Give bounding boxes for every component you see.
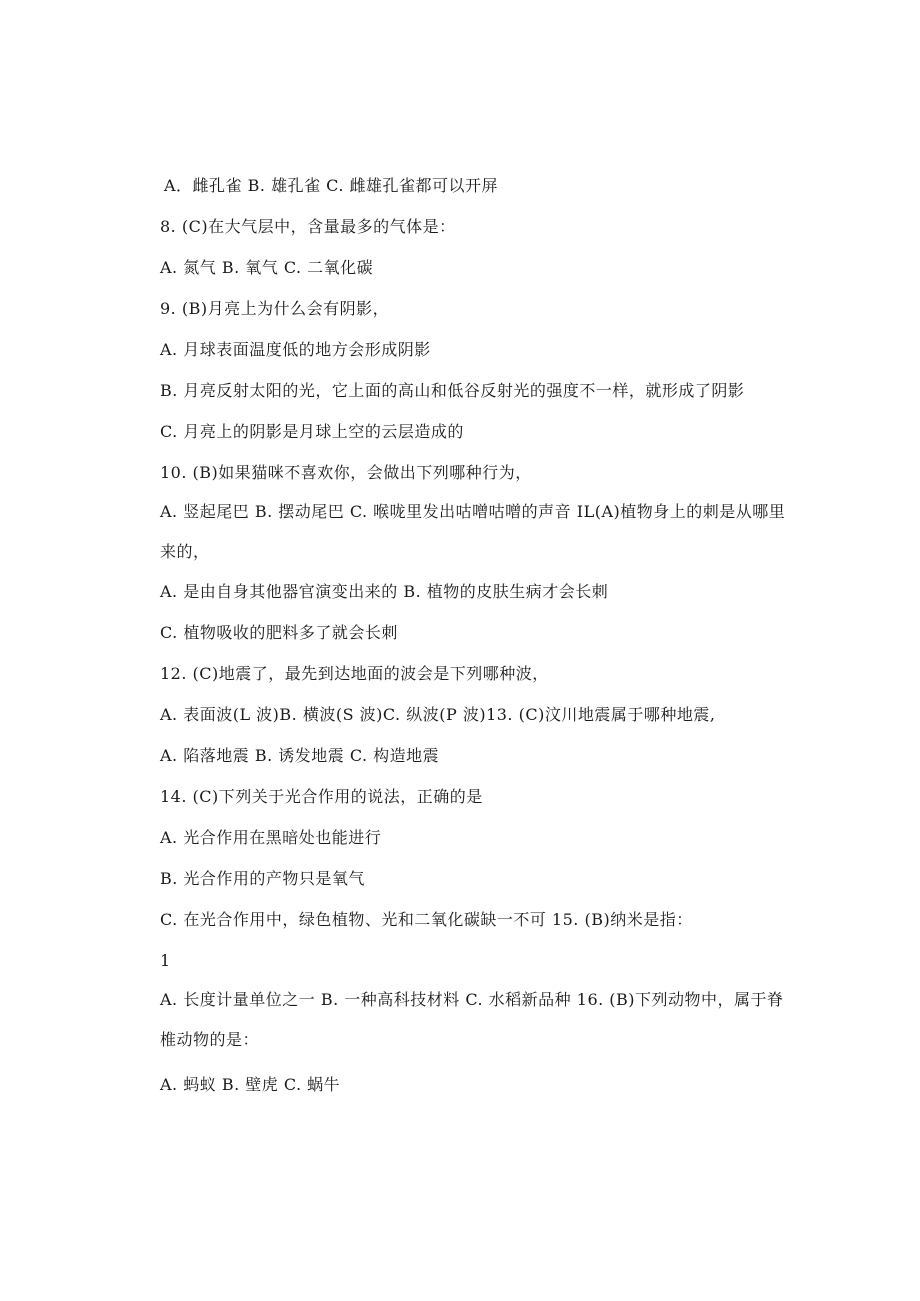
question-line: 8. (C)在大气层中，含量最多的气体是： [160, 217, 456, 236]
answer-option-line: A. 长度计量单位之一 B. 一种高科技材料 C. 水稻新品种 16. (B)下列动物中，属于脊椎动物的是： [160, 990, 784, 1049]
answer-option-line: B. 月亮反射太阳的光，它上面的高山和低谷反射光的强度不一样，就形成了阴影 [160, 381, 745, 400]
question-line: 12. (C)地震了，最先到达地面的波会是下列哪种波， [160, 664, 549, 683]
answer-option-line: C. 在光合作用中，绿色植物、光和二氧化碳缺一不可 15. (B)纳米是指： [160, 910, 693, 929]
answer-option-line: A. 月球表面温度低的地方会形成阴影 [160, 340, 431, 359]
page-number: 1 [160, 951, 171, 970]
answer-option-line: A. 氮气 B. 氧气 C. 二氧化碳 [160, 258, 374, 277]
question-line: 14. (C)下列关于光合作用的说法，正确的是 [160, 787, 483, 806]
answer-option-line: A. 是由自身其他器官演变出来的 B. 植物的皮肤生病才会长刺 [160, 582, 609, 601]
question-line: 9. (B)月亮上为什么会有阴影， [160, 299, 390, 318]
answer-option-line: A. 表面波(L 波)B. 横波(S 波)C. 纵波(P 波)13. (C)汶川地震属于哪种地震, [160, 705, 716, 724]
answer-option-line: A. 竖起尾巴 B. 摆动尾巴 C. 喉咙里发出咕噌咕噌的声音 IL(A)植物身上的刺是从哪里来的， [160, 502, 786, 561]
answer-option-line: A. 蚂蚁 B. 壁虎 C. 蜗牛 [160, 1075, 341, 1094]
answer-option-line: A．雌孔雀 B. 雄孔雀 C. 雌雄孔雀都可以开屏 [164, 176, 499, 195]
answer-option-line: B. 光合作用的产物只是氧气 [160, 869, 365, 888]
question-line: 10. (B)如果猫咪不喜欢你，会做出下列哪种行为， [160, 463, 532, 482]
answer-option-line: A. 陷落地震 B. 诱发地震 C. 构造地震 [160, 746, 440, 765]
answer-option-line: C. 月亮上的阴影是月球上空的云层造成的 [160, 422, 464, 441]
answer-option-line: C. 植物吸收的肥料多了就会长刺 [160, 623, 398, 642]
answer-option-line: A. 光合作用在黑暗处也能进行 [160, 828, 382, 847]
